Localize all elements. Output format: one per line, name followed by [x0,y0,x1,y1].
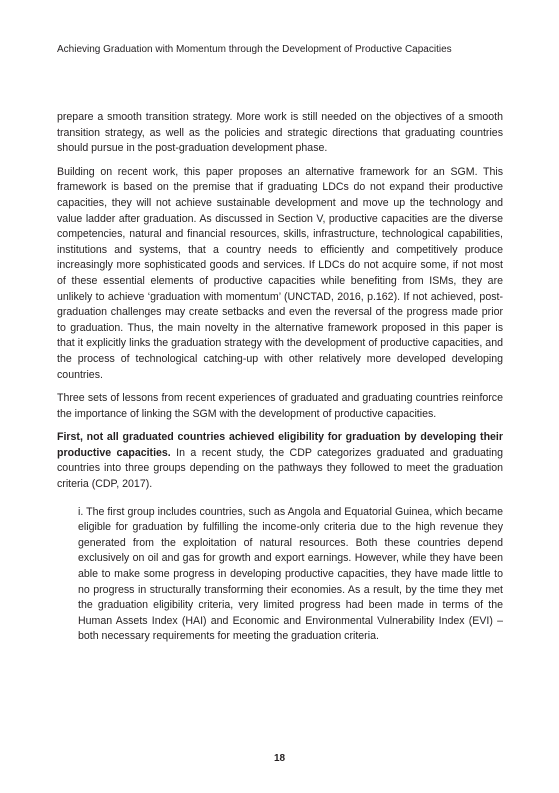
paragraph-text: In a recent study, the CDP categorizes graduated and graduating countries into three groups depending on the pathways they followed to meet the graduation criteria (CDP, 2017). [57,446,503,491]
paragraph [57,430,503,492]
paragraph: Building on recent work, this paper proposes an alternative framework for an SGM. This framework is based on the premise that if graduating LDCs do not expand their productive capacities, they will not achieve sustainable development and move up the technology and value ladder after graduation. As discussed in Section V, productive capacities are the diverse competencies, natural and financial resources, skills, infrastructure, technological capabilities, institutions and systems, that a country needs to efficiently and competitively produce increasingly more sophisticated goods and services. If LDCs do not acquire some, if not most of these essential elements of productive capacities while benefiting from ISMs, they are unlikely to achieve ‘graduation with momentum’ (UNCTAD, 2016, p.162). If not achieved, post-graduation challenges may create setbacks and even the reversal of the progress made prior to graduation. Thus, the main novelty in the alternative framework proposed in this paper is that it explicitly links the graduation strategy with the development of productive capacities, and the process of technological catching-up with other relatively more developed developing countries. [57,165,503,381]
paragraph: Three sets of lessons from recent experiences of graduated and graduating countries reinforce the importance of linking the SGM with the development of productive capacities. [57,392,503,420]
page-number: 18 [273,753,286,764]
lead-in-bold: First, not all graduated countries achieved eligibility for graduation by developing their productive capacities. [57,431,503,459]
body-text [57,110,503,653]
running-header: Achieving Graduation with Momentum through the Development of Productive Capacities [57,44,452,55]
list-item: i. The first group includes countries, such as Angola and Equatorial Guinea, which became eligible for graduation by fulfilling the income-only criteria due to the high revenue they generated from the exploitation of natural resources. Both these countries depend exclusively on oil and gas for growth and export earnings. However, while they have been able to make some progress in developing productive capacities, they have made little to no progress in structurally transforming their economies. As a result, by the time they met the graduation eligibility criteria, very limited progress had been made in terms of the Human Assets Index (HAI) and Economic and Environmental Vulnerability Index (EVI) – both necessary requirements for meeting the graduation criteria. [78,505,503,643]
paragraph: prepare a smooth transition strategy. More work is still needed on the objectives of a smooth transition strategy, as well as the policies and strategic directions that graduating countries should pursue in the post-graduation development phase. [57,111,503,155]
